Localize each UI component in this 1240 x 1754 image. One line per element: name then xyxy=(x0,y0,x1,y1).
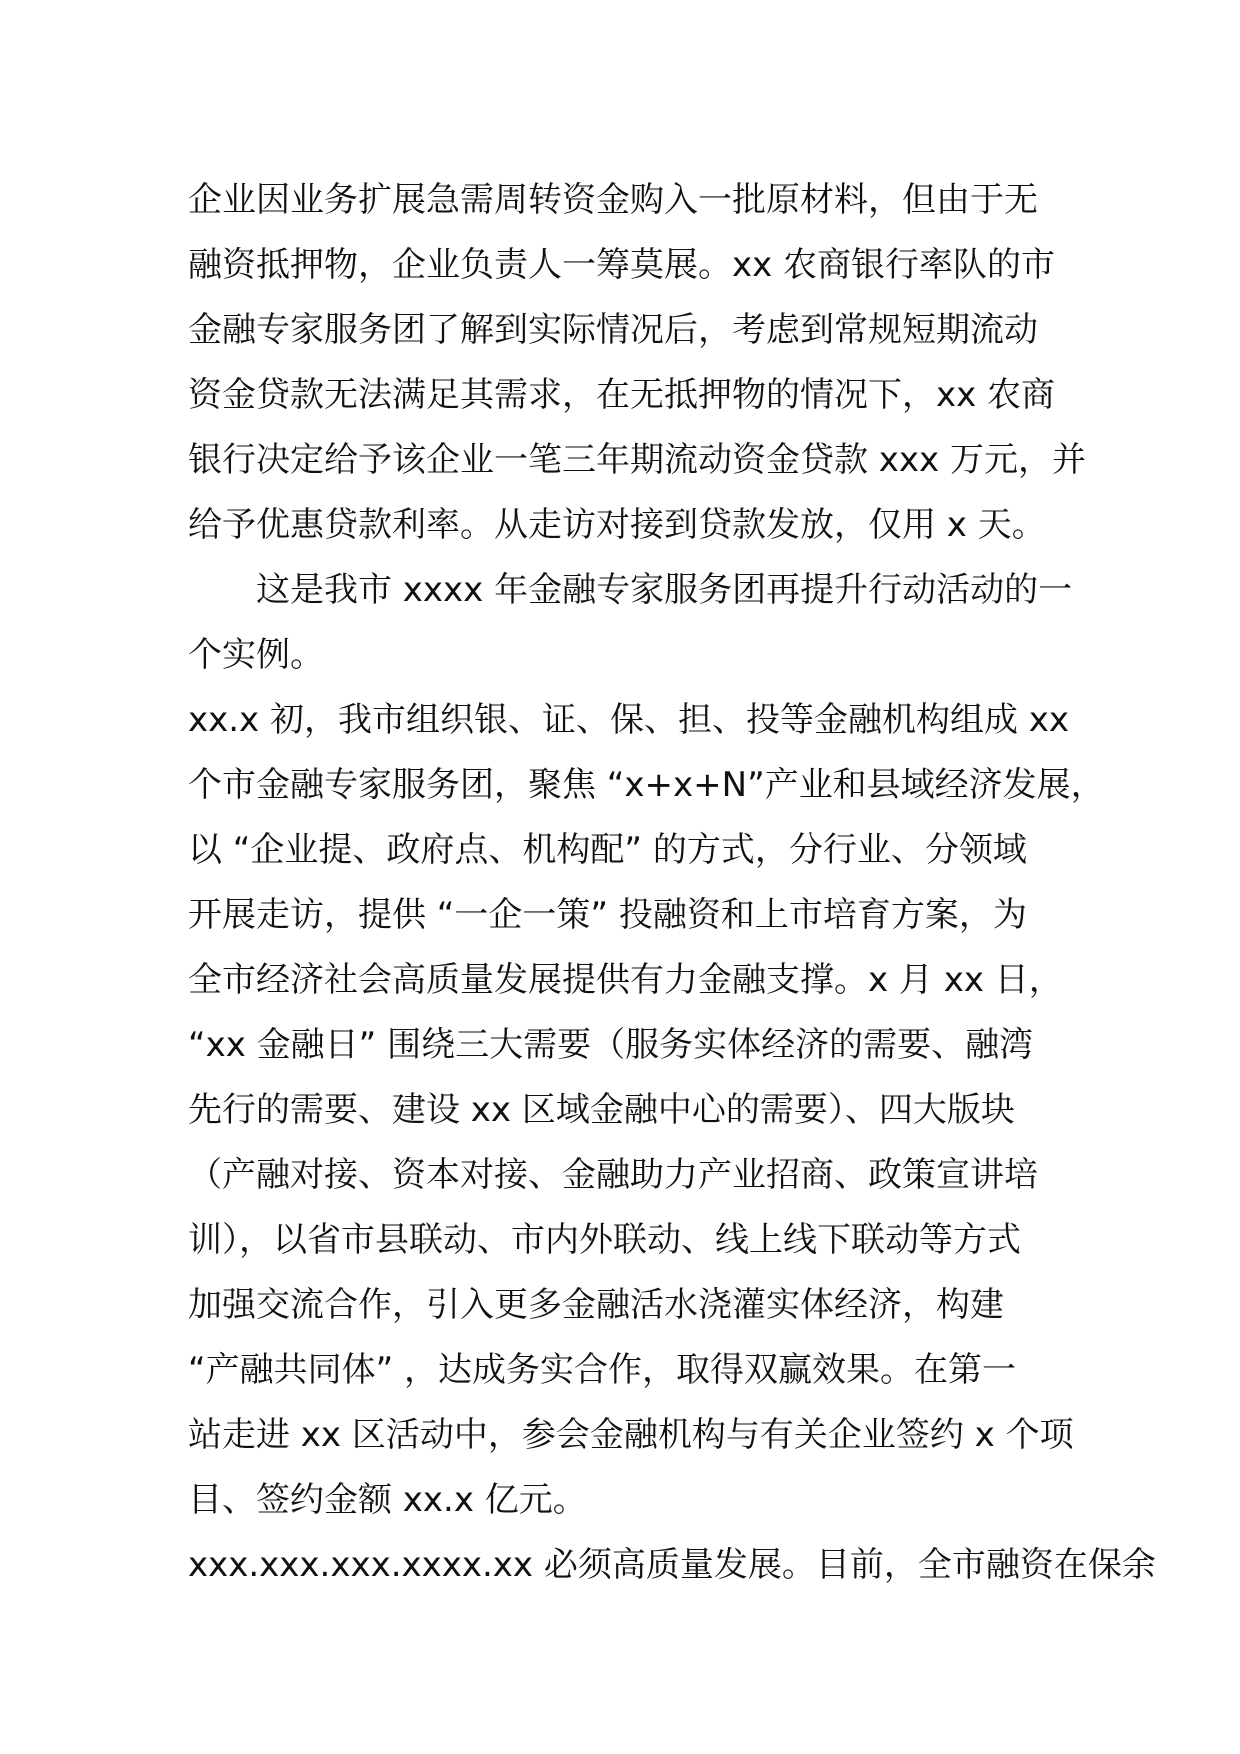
paragraph-development xyxy=(188,1533,1156,1598)
text-line: 全市经济社会高质量发展提供有力金融支撑。x 月 xx 日， xyxy=(188,960,1063,1000)
text-line: 训），以省市县联动、市内外联动、线上线下联动等方式 xyxy=(188,1220,1021,1260)
text-line: （产融对接、资本对接、金融助力产业招商、政策宣讲培 xyxy=(188,1155,1038,1195)
text-line: 目、签约金额 xx.x 亿元。 xyxy=(188,1480,587,1520)
text-line: 企业因业务扩展急需周转资金购入一批原材料，但由于无 xyxy=(188,180,1038,220)
text-line: 先行的需要、建设 xx 区域金融中心的需要）、四大版块 xyxy=(188,1090,1015,1130)
paragraph-example xyxy=(188,558,1073,688)
text-line: 银行决定给予该企业一笔三年期流动资金贷款 xxx 万元，并 xyxy=(188,440,1086,480)
paragraph-loan-case xyxy=(188,168,1086,558)
document-body xyxy=(188,168,1156,1598)
paragraph-service-team xyxy=(188,688,1105,1533)
text-line: xx.x 初，我市组织银、证、保、担、投等金融机构组成 xx xyxy=(188,700,1070,740)
text-line: xxx.xxx.xxx.xxxx.xx 必须高质量发展。目前，全市融资在保余 xyxy=(188,1545,1156,1585)
text-line: 这是我市 xxxx 年金融专家服务团再提升行动活动的一 xyxy=(256,570,1073,610)
text-line: 加强交流合作，引入更多金融活水浇灌实体经济，构建 xyxy=(188,1285,1004,1325)
text-line: 资金贷款无法满足其需求，在无抵押物的情况下，xx 农商 xyxy=(188,375,1056,415)
text-line: 个实例。 xyxy=(188,635,324,675)
text-line: 以 “企业提、政府点、机构配” 的方式，分行业、分领域 xyxy=(188,830,1027,870)
text-line: 给予优惠贷款利率。从走访对接到贷款发放，仅用 x 天。 xyxy=(188,505,1046,545)
text-line: “xx 金融日” 围绕三大需要（服务实体经济的需要、融湾 xyxy=(188,1025,1034,1065)
text-line: 站走进 xx 区活动中，参会金融机构与有关企业签约 x 个项 xyxy=(188,1415,1074,1455)
text-line: 融资抵押物，企业负责人一筹莫展。xx 农商银行率队的市 xyxy=(188,245,1056,285)
text-line: 金融专家服务团了解到实际情况后，考虑到常规短期流动 xyxy=(188,310,1038,350)
text-line: “产融共同体” ，达成务实合作，取得双赢效果。在第一 xyxy=(188,1350,1017,1390)
text-line: 个市金融专家服务团，聚焦 “x+x+N”产业和县域经济发展， xyxy=(188,765,1105,805)
text-line: 开展走访，提供 “一企一策” 投融资和上市培育方案，为 xyxy=(188,895,1027,935)
